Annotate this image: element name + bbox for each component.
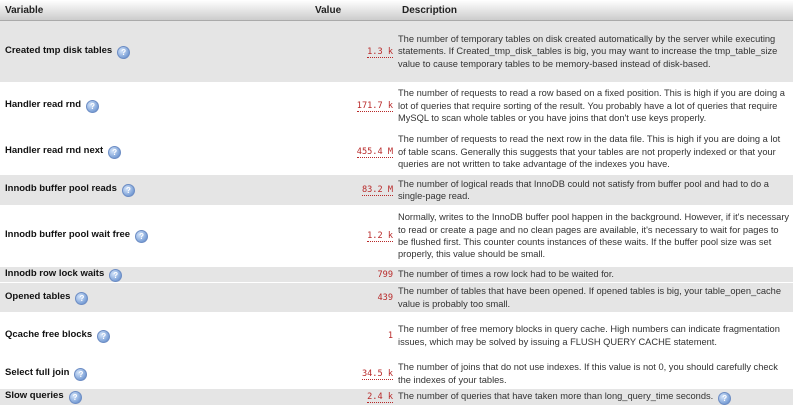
variable-name: Handler read rnd next xyxy=(5,145,104,156)
value-text: 1 xyxy=(387,330,393,341)
variable-name: Innodb row lock waits xyxy=(5,267,105,279)
column-header-value[interactable]: Value xyxy=(312,0,397,21)
variable-name: Opened tables xyxy=(5,290,71,302)
column-header-description: Description xyxy=(397,0,793,21)
value-link[interactable]: 2.4 k xyxy=(367,392,393,402)
variable-name: Created tmp disk tables xyxy=(5,44,113,56)
description-text: The number of queries that have taken more than long_query_time seconds. xyxy=(398,390,714,401)
description-cell: The number of logical reads that InnoDB could not satisfy from buffer pool and had to do a single-page read. xyxy=(397,175,793,206)
variable-name: Slow queries xyxy=(5,390,64,401)
value-link[interactable]: 171.7 k xyxy=(356,101,393,111)
value-link[interactable]: 1.3 k xyxy=(367,46,393,57)
table-row xyxy=(0,389,793,406)
value-cell xyxy=(312,283,397,313)
value-cell xyxy=(312,267,397,283)
description-cell: The number of temporary tables on disk created automatically by the server while executing statements. If Created_tmp_disk_tables is big, you may want to increase the tmp_table_size value to cause temporary tables to be memory-based instead of disk-based. xyxy=(397,21,793,83)
help-icon[interactable] xyxy=(86,100,99,113)
description-cell: The number of times a row lock had to be waited for. xyxy=(397,267,793,283)
help-icon[interactable] xyxy=(135,230,148,243)
variable-cell xyxy=(0,130,312,175)
table-row xyxy=(0,283,793,313)
help-icon[interactable] xyxy=(117,46,130,59)
help-icon[interactable] xyxy=(69,391,82,404)
value-cell xyxy=(312,389,397,406)
table-row xyxy=(0,206,793,267)
variable-name: Qcache free blocks xyxy=(5,328,93,340)
value-cell xyxy=(312,130,397,175)
variable-cell xyxy=(0,389,312,406)
value-text: 439 xyxy=(377,292,393,303)
value-cell xyxy=(312,359,397,389)
value-cell xyxy=(312,175,397,206)
variable-name: Innodb buffer pool reads xyxy=(5,183,117,194)
description-cell: The number of requests to read a row based on a fixed position. This is high if you are doing a lot of queries that require sorting of the result. You probably have a lot of queries that require MySQL to scan whole tables or you have joins that don't use keys properly. xyxy=(397,83,793,130)
variable-cell xyxy=(0,267,312,283)
variable-cell xyxy=(0,83,312,130)
help-icon[interactable] xyxy=(97,330,110,343)
variable-cell xyxy=(0,283,312,313)
description-cell: Normally, writes to the InnoDB buffer pool happen in the background. However, if it's necessary to read or create a page and no clean pages are available, it's necessary to wait for pages to be flushed first. This counter counts instances of these waits. If the buffer pool size was set properly, this value should be small. xyxy=(397,206,793,267)
value-link[interactable]: 34.5 k xyxy=(361,368,393,379)
help-icon[interactable] xyxy=(74,368,87,381)
value-link[interactable]: 455.4 M xyxy=(356,147,393,157)
description-cell: The number of tables that have been opened. If opened tables is big, your table_open_cache value is probably too small. xyxy=(397,283,793,313)
help-icon[interactable] xyxy=(718,392,731,405)
table-row xyxy=(0,359,793,389)
variable-cell xyxy=(0,313,312,359)
variable-cell xyxy=(0,175,312,206)
variable-name: Innodb buffer pool wait free xyxy=(5,229,131,240)
value-cell xyxy=(312,206,397,267)
help-icon[interactable] xyxy=(109,269,122,282)
table-row xyxy=(0,130,793,175)
value-cell xyxy=(312,21,397,83)
variable-cell xyxy=(0,21,312,83)
table-row xyxy=(0,313,793,359)
value-cell xyxy=(312,83,397,130)
value-cell xyxy=(312,313,397,359)
description-cell: The number of requests to read the next row in the data file. This is high if you are doing a lot of table scans. Generally this suggests that your tables are not properly indexed or that your queries are not written to take advantage of the indexes you have. xyxy=(397,130,793,175)
column-header-variable[interactable]: Variable xyxy=(0,0,312,21)
table-row xyxy=(0,21,793,83)
description-cell: The number of free memory blocks in query cache. High numbers can indicate fragmentation issues, which may be solved by issuing a FLUSH QUERY CACHE statement. xyxy=(397,313,793,359)
table-row xyxy=(0,83,793,130)
variable-name: Select full join xyxy=(5,366,70,378)
help-icon[interactable] xyxy=(75,292,88,305)
table-row xyxy=(0,175,793,206)
description-cell xyxy=(397,389,793,406)
value-link[interactable]: 1.2 k xyxy=(367,231,393,241)
help-icon[interactable] xyxy=(122,184,135,197)
table-header-row xyxy=(0,0,793,21)
table-row xyxy=(0,267,793,283)
help-icon[interactable] xyxy=(108,146,121,159)
description-cell: The number of joins that do not use indexes. If this value is not 0, you should carefully check the indexes of your tables. xyxy=(397,359,793,389)
value-link[interactable]: 83.2 M xyxy=(361,185,393,195)
variable-cell xyxy=(0,359,312,389)
variable-name: Handler read rnd xyxy=(5,99,82,110)
variable-cell xyxy=(0,206,312,267)
value-text: 799 xyxy=(377,269,393,280)
